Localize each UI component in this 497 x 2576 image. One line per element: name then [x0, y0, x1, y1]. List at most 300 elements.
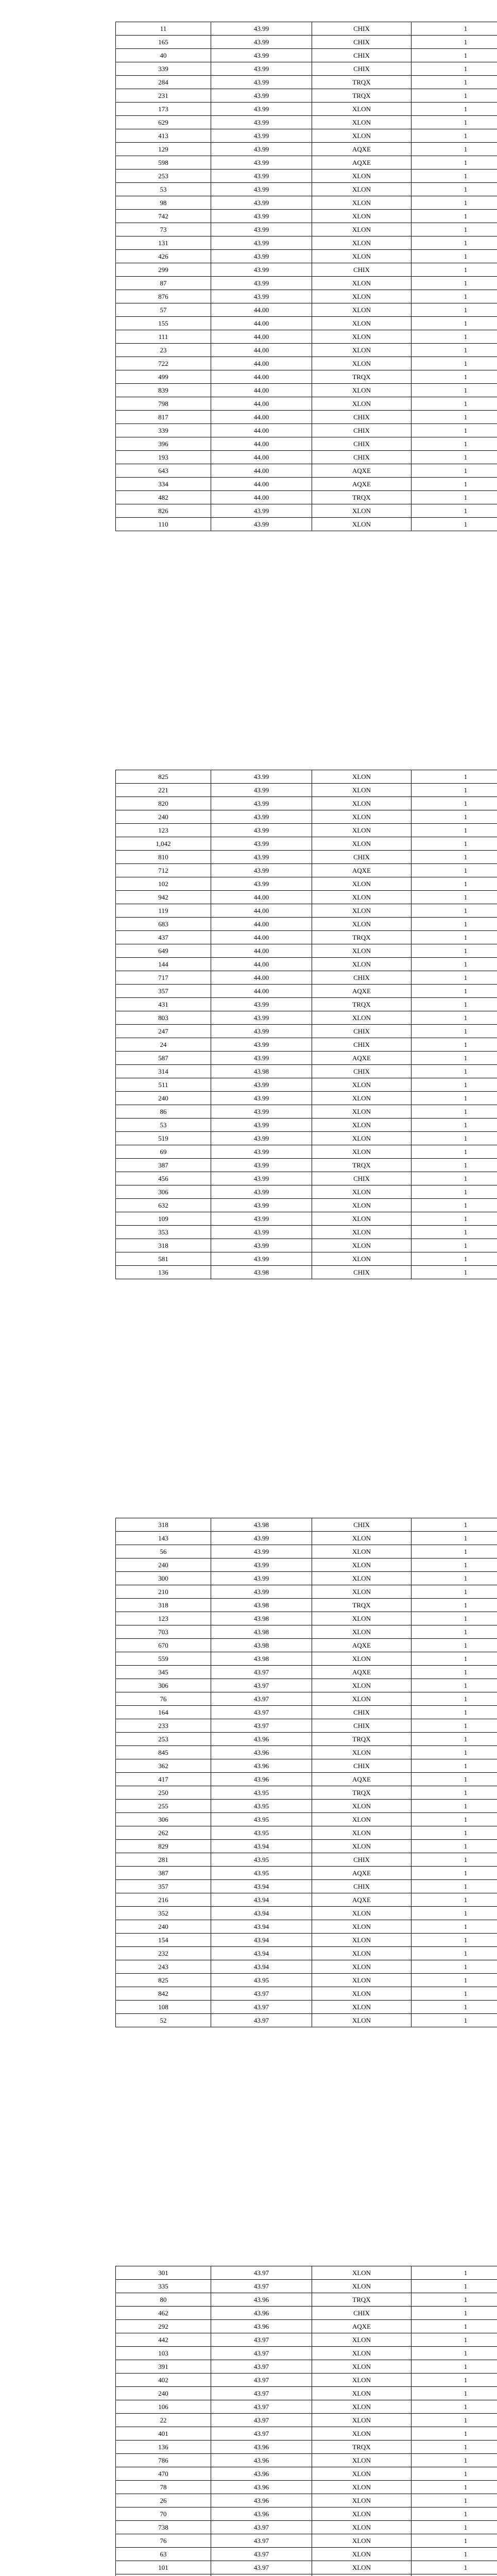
venue-cell: XLON: [312, 824, 412, 837]
time-cell: 1: [412, 2320, 497, 2333]
price-cell: 43.99: [211, 263, 312, 277]
venue-cell: XLON: [312, 2427, 412, 2441]
table-row: [116, 998, 497, 1011]
volume-cell: 216: [116, 1893, 211, 1907]
volume-cell: 339: [116, 424, 211, 437]
price-cell: 43.94: [211, 1934, 312, 1947]
venue-cell: AQXE: [312, 985, 412, 998]
time-cell: 1: [412, 1132, 497, 1145]
time-cell: 1: [412, 2014, 497, 2027]
table-row: [116, 1532, 497, 1545]
table-row: [116, 1145, 497, 1159]
trade-table-block-4: [115, 2266, 497, 2576]
volume-cell: 22: [116, 2414, 211, 2427]
venue-cell: XLON: [312, 1625, 412, 1639]
volume-cell: 353: [116, 1226, 211, 1239]
table-row: [116, 1599, 497, 1612]
time-cell: 1: [412, 1893, 497, 1907]
table-row: [116, 1052, 497, 1065]
price-cell: 44.00: [211, 904, 312, 918]
volume-cell: 598: [116, 156, 211, 170]
table-row: [116, 36, 497, 49]
venue-cell: XLON: [312, 958, 412, 971]
time-cell: 1: [412, 1545, 497, 1558]
volume-cell: 106: [116, 2400, 211, 2414]
table-row: [116, 958, 497, 971]
table-row: [116, 103, 497, 116]
table-row: [116, 1639, 497, 1652]
venue-cell: XLON: [312, 1679, 412, 1692]
volume-cell: 98: [116, 196, 211, 210]
price-cell: 43.99: [211, 784, 312, 797]
time-cell: 1: [412, 2293, 497, 2307]
table-row: [116, 1826, 497, 1840]
table-row: [116, 1920, 497, 1934]
price-cell: 44.00: [211, 317, 312, 330]
venue-cell: XLON: [312, 810, 412, 824]
table-row: [116, 2293, 497, 2307]
table-row: [116, 851, 497, 864]
price-cell: 43.97: [211, 2534, 312, 2548]
volume-cell: 722: [116, 357, 211, 370]
price-cell: 43.95: [211, 1867, 312, 1880]
volume-cell: 240: [116, 1092, 211, 1105]
table-row: [116, 2494, 497, 2507]
price-cell: 43.97: [211, 2347, 312, 2360]
price-cell: 43.98: [211, 1612, 312, 1625]
time-cell: 1: [412, 210, 497, 223]
venue-cell: XLON: [312, 1934, 412, 1947]
time-cell: 1: [412, 1239, 497, 1252]
venue-cell: AQXE: [312, 464, 412, 478]
table-row: [116, 2414, 497, 2427]
table-row: [116, 2574, 497, 2576]
price-cell: 44.00: [211, 370, 312, 384]
table-row: [116, 971, 497, 985]
time-cell: 1: [412, 437, 497, 451]
volume-cell: 70: [116, 2507, 211, 2521]
price-cell: 43.99: [211, 62, 312, 76]
venue-cell: AQXE: [312, 1773, 412, 1786]
time-cell: 1: [412, 1867, 497, 1880]
table-row: [116, 384, 497, 397]
price-cell: 43.99: [211, 797, 312, 810]
volume-cell: 247: [116, 1025, 211, 1038]
time-cell: 1: [412, 183, 497, 196]
price-cell: 43.99: [211, 1025, 312, 1038]
price-cell: 44.00: [211, 344, 312, 357]
price-cell: 44.00: [211, 491, 312, 504]
time-cell: 1: [412, 1934, 497, 1947]
venue-cell: XLON: [312, 518, 412, 531]
price-cell: 43.96: [211, 2293, 312, 2307]
time-cell: 1: [412, 290, 497, 303]
volume-cell: 581: [116, 1252, 211, 1266]
volume-cell: 250: [116, 1786, 211, 1800]
table-row: [116, 478, 497, 491]
table-row: [116, 451, 497, 464]
time-cell: 1: [412, 2467, 497, 2481]
time-cell: 1: [412, 1853, 497, 1867]
volume-cell: 300: [116, 1572, 211, 1585]
price-cell: 43.98: [211, 1625, 312, 1639]
time-cell: 1: [412, 2548, 497, 2561]
venue-cell: CHIX: [312, 1518, 412, 1532]
volume-cell: 240: [116, 810, 211, 824]
volume-cell: 119: [116, 904, 211, 918]
time-cell: 1: [412, 1920, 497, 1934]
price-cell: 43.99: [211, 277, 312, 290]
table-row: [116, 1746, 497, 1759]
price-cell: 44.00: [211, 891, 312, 904]
price-cell: 43.97: [211, 2521, 312, 2534]
venue-cell: XLON: [312, 2001, 412, 2014]
volume-cell: 231: [116, 89, 211, 103]
volume-cell: 136: [116, 2441, 211, 2454]
time-cell: 1: [412, 1907, 497, 1920]
time-cell: 1: [412, 2374, 497, 2387]
venue-cell: XLON: [312, 196, 412, 210]
table-row: [116, 1934, 497, 1947]
table-row: [116, 1105, 497, 1118]
volume-cell: 210: [116, 1585, 211, 1599]
price-cell: 44.00: [211, 918, 312, 931]
time-cell: 1: [412, 851, 497, 864]
table-row: [116, 344, 497, 357]
time-cell: 1: [412, 891, 497, 904]
volume-cell: 243: [116, 1960, 211, 1974]
price-cell: 43.96: [211, 2441, 312, 2454]
table-row: [116, 1880, 497, 1893]
volume-cell: 643: [116, 464, 211, 478]
time-cell: 1: [412, 2454, 497, 2467]
volume-cell: 69: [116, 1145, 211, 1159]
venue-cell: CHIX: [312, 424, 412, 437]
time-cell: 1: [412, 451, 497, 464]
time-cell: 1: [412, 129, 497, 143]
venue-cell: XLON: [312, 1987, 412, 2001]
venue-cell: AQXE: [312, 156, 412, 170]
venue-cell: XLON: [312, 357, 412, 370]
venue-cell: XLON: [312, 344, 412, 357]
volume-cell: 738: [116, 2521, 211, 2534]
table-row: [116, 290, 497, 303]
price-cell: 43.99: [211, 1118, 312, 1132]
time-cell: 1: [412, 2266, 497, 2280]
table-row: [116, 1773, 497, 1786]
volume-cell: 110: [116, 518, 211, 531]
volume-cell: 164: [116, 1706, 211, 1719]
price-cell: 43.97: [211, 1987, 312, 2001]
time-cell: 1: [412, 384, 497, 397]
time-cell: 1: [412, 1666, 497, 1679]
venue-cell: CHIX: [312, 451, 412, 464]
table-row: [116, 810, 497, 824]
table-row: [116, 1199, 497, 1212]
price-cell: 43.97: [211, 2387, 312, 2400]
price-cell: 43.99: [211, 210, 312, 223]
volume-cell: 255: [116, 1800, 211, 1813]
table-row: [116, 2374, 497, 2387]
venue-cell: XLON: [312, 250, 412, 263]
volume-cell: 86: [116, 1105, 211, 1118]
price-cell: 43.97: [211, 1706, 312, 1719]
price-cell: 43.99: [211, 1199, 312, 1212]
venue-cell: XLON: [312, 1585, 412, 1599]
time-cell: 1: [412, 2507, 497, 2521]
volume-cell: 717: [116, 971, 211, 985]
volume-cell: 826: [116, 504, 211, 518]
time-cell: 1: [412, 1011, 497, 1025]
venue-cell: XLON: [312, 2561, 412, 2574]
venue-cell: TRQX: [312, 370, 412, 384]
venue-cell: XLON: [312, 277, 412, 290]
volume-cell: 417: [116, 1773, 211, 1786]
time-cell: 1: [412, 958, 497, 971]
venue-cell: CHIX: [312, 1266, 412, 1279]
venue-cell: TRQX: [312, 76, 412, 89]
table-row: [116, 1038, 497, 1052]
table-row: [116, 2360, 497, 2374]
table-row: [116, 129, 497, 143]
price-cell: 43.99: [211, 851, 312, 864]
time-cell: 1: [412, 1759, 497, 1773]
venue-cell: XLON: [312, 837, 412, 851]
price-cell: 43.94: [211, 1920, 312, 1934]
venue-cell: XLON: [312, 1920, 412, 1934]
trade-table-block-1: [115, 22, 497, 531]
volume-cell: 810: [116, 851, 211, 864]
volume-cell: 670: [116, 1639, 211, 1652]
table-row: [116, 2548, 497, 2561]
price-cell: 43.99: [211, 810, 312, 824]
volume-cell: 76: [116, 2534, 211, 2548]
table-row: [116, 263, 497, 277]
volume-cell: 803: [116, 1011, 211, 1025]
price-cell: 44.00: [211, 971, 312, 985]
venue-cell: CHIX: [312, 1853, 412, 1867]
time-cell: 1: [412, 810, 497, 824]
time-cell: 1: [412, 156, 497, 170]
time-cell: 1: [412, 2427, 497, 2441]
price-cell: 43.99: [211, 236, 312, 250]
table-row: [116, 1612, 497, 1625]
volume-cell: 426: [116, 250, 211, 263]
volume-cell: 318: [116, 1239, 211, 1252]
volume-cell: 842: [116, 1987, 211, 2001]
time-cell: 1: [412, 303, 497, 317]
price-cell: 43.99: [211, 1545, 312, 1558]
table-row: [116, 1853, 497, 1867]
volume-cell: 253: [116, 170, 211, 183]
price-cell: 43.97: [211, 2333, 312, 2347]
time-cell: 1: [412, 1599, 497, 1612]
volume-cell: 559: [116, 1652, 211, 1666]
time-cell: 1: [412, 277, 497, 290]
price-cell: 44.00: [211, 944, 312, 958]
table-row: [116, 770, 497, 784]
time-cell: 1: [412, 1639, 497, 1652]
price-cell: 43.98: [211, 1518, 312, 1532]
volume-cell: 52: [116, 2014, 211, 2027]
table-row: [116, 424, 497, 437]
time-cell: 1: [412, 2481, 497, 2494]
volume-cell: 24: [116, 1038, 211, 1052]
price-cell: 44.00: [211, 384, 312, 397]
table-row: [116, 1011, 497, 1025]
volume-cell: 123: [116, 1612, 211, 1625]
table-row: [116, 1585, 497, 1599]
venue-cell: XLON: [312, 2400, 412, 2414]
price-cell: 43.97: [211, 2561, 312, 2574]
volume-cell: 136: [116, 1266, 211, 1279]
table-row: [116, 317, 497, 330]
table-row: [116, 1239, 497, 1252]
venue-cell: XLON: [312, 2014, 412, 2027]
time-cell: 1: [412, 1558, 497, 1572]
price-cell: 43.98: [211, 1065, 312, 1078]
price-cell: 43.99: [211, 1159, 312, 1172]
time-cell: 1: [412, 2347, 497, 2360]
price-cell: 43.96: [211, 2494, 312, 2507]
time-cell: 1: [412, 985, 497, 998]
venue-cell: XLON: [312, 2534, 412, 2548]
venue-cell: XLON: [312, 1840, 412, 1853]
table-row: [116, 1266, 497, 1279]
time-cell: 1: [412, 504, 497, 518]
trade-table: [115, 1518, 497, 2027]
venue-cell: XLON: [312, 2494, 412, 2507]
volume-cell: 334: [116, 478, 211, 491]
time-cell: 1: [412, 1947, 497, 1960]
price-cell: 43.99: [211, 223, 312, 236]
venue-cell: TRQX: [312, 1786, 412, 1800]
venue-cell: XLON: [312, 1692, 412, 1706]
volume-cell: 839: [116, 384, 211, 397]
price-cell: 43.97: [211, 2360, 312, 2374]
venue-cell: XLON: [312, 330, 412, 344]
volume-cell: 108: [116, 2001, 211, 2014]
table-row: [116, 2467, 497, 2481]
venue-cell: XLON: [312, 1011, 412, 1025]
price-cell: 43.99: [211, 49, 312, 62]
venue-cell: XLON: [312, 290, 412, 303]
price-cell: 44.00: [211, 464, 312, 478]
time-cell: 1: [412, 1625, 497, 1639]
table-row: [116, 2481, 497, 2494]
time-cell: 1: [412, 49, 497, 62]
time-cell: 1: [412, 236, 497, 250]
volume-cell: 396: [116, 437, 211, 451]
trade-table: [115, 770, 497, 1279]
price-cell: 43.99: [211, 36, 312, 49]
price-cell: 43.99: [211, 76, 312, 89]
price-cell: 43.96: [211, 1733, 312, 1746]
time-cell: 1: [412, 370, 497, 384]
volume-cell: 318: [116, 1599, 211, 1612]
table-row: [116, 1078, 497, 1092]
venue-cell: XLON: [312, 2548, 412, 2561]
price-cell: 43.99: [211, 837, 312, 851]
volume-cell: 131: [116, 236, 211, 250]
table-row: [116, 210, 497, 223]
table-row: [116, 931, 497, 944]
venue-cell: AQXE: [312, 478, 412, 491]
price-cell: 44.00: [211, 958, 312, 971]
venue-cell: XLON: [312, 1572, 412, 1585]
table-row: [116, 62, 497, 76]
table-row: [116, 1212, 497, 1226]
price-cell: 43.99: [211, 1052, 312, 1065]
table-row: [116, 397, 497, 411]
volume-cell: [116, 2574, 211, 2576]
table-row: [116, 250, 497, 263]
time-cell: 1: [412, 1692, 497, 1706]
table-row: [116, 2387, 497, 2400]
time-cell: 1: [412, 2333, 497, 2347]
venue-cell: CHIX: [312, 49, 412, 62]
volume-cell: 318: [116, 1518, 211, 1532]
table-row: [116, 1518, 497, 1532]
price-cell: 43.95: [211, 1800, 312, 1813]
volume-cell: 111: [116, 330, 211, 344]
volume-cell: 301: [116, 2266, 211, 2280]
time-cell: 1: [412, 1185, 497, 1199]
price-cell: 43.95: [211, 1813, 312, 1826]
venue-cell: XLON: [312, 2266, 412, 2280]
venue-cell: AQXE: [312, 1666, 412, 1679]
table-row: [116, 837, 497, 851]
time-cell: 1: [412, 344, 497, 357]
price-cell: 44.00: [211, 303, 312, 317]
table-row: [116, 1733, 497, 1746]
time-cell: 1: [412, 2521, 497, 2534]
table-row: [116, 1893, 497, 1907]
table-row: [116, 1840, 497, 1853]
venue-cell: XLON: [312, 1252, 412, 1266]
time-cell: 1: [412, 1585, 497, 1599]
table-row: [116, 49, 497, 62]
venue-cell: AQXE: [312, 1867, 412, 1880]
price-cell: 43.99: [211, 1092, 312, 1105]
venue-cell: CHIX: [312, 1719, 412, 1733]
price-cell: 43.94: [211, 1907, 312, 1920]
venue-cell: XLON: [312, 1145, 412, 1159]
price-cell: 43.99: [211, 170, 312, 183]
table-row: [116, 370, 497, 384]
price-cell: 43.99: [211, 103, 312, 116]
venue-cell: TRQX: [312, 2293, 412, 2307]
venue-cell: AQXE: [312, 2320, 412, 2333]
time-cell: 1: [412, 931, 497, 944]
table-row: [116, 236, 497, 250]
time-cell: 1: [412, 424, 497, 437]
price-cell: 43.97: [211, 1666, 312, 1679]
table-row: [116, 464, 497, 478]
volume-cell: 511: [116, 1078, 211, 1092]
table-row: [116, 2307, 497, 2320]
volume-cell: 221: [116, 784, 211, 797]
table-row: [116, 1185, 497, 1199]
venue-cell: AQXE: [312, 143, 412, 156]
price-cell: 43.96: [211, 1759, 312, 1773]
venue-cell: CHIX: [312, 851, 412, 864]
volume-cell: 387: [116, 1159, 211, 1172]
venue-cell: XLON: [312, 944, 412, 958]
volume-cell: 402: [116, 2374, 211, 2387]
price-cell: [211, 2574, 312, 2576]
time-cell: 1: [412, 478, 497, 491]
